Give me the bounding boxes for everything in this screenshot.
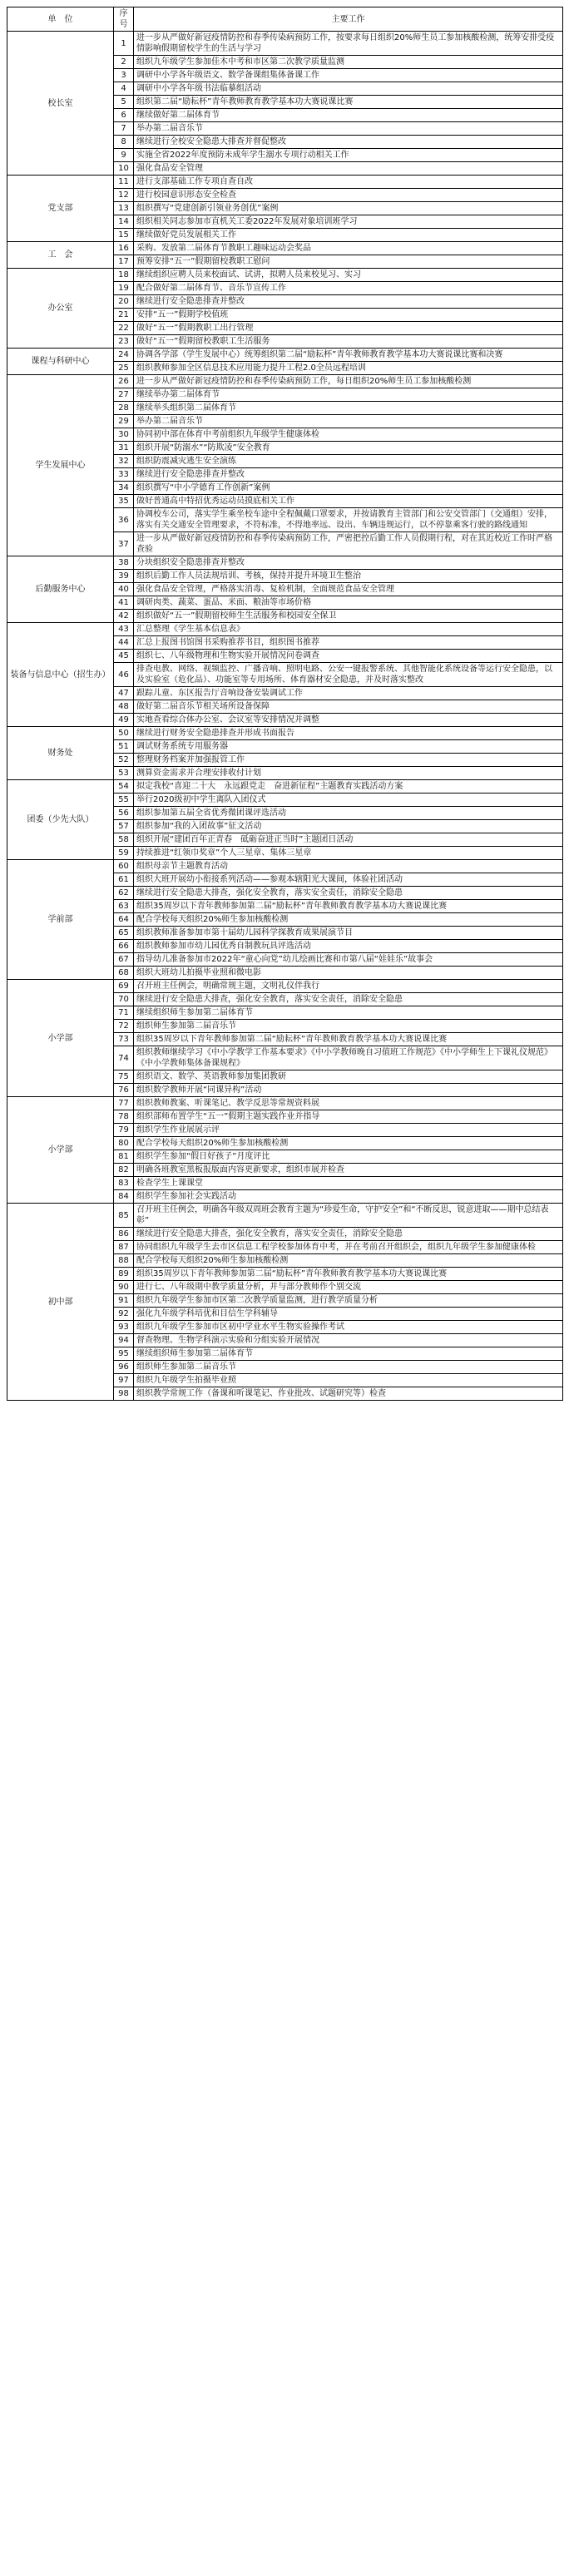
row-number: 61 — [114, 873, 134, 887]
row-number: 18 — [114, 269, 134, 282]
row-number: 47 — [114, 687, 134, 700]
task-description: 做好“五一”假期教职工出行管理 — [134, 322, 563, 335]
task-description: 分块组织安全隐患排查并整改 — [134, 556, 563, 570]
task-description: 检查学生上课课堂 — [134, 1177, 563, 1190]
task-description: 继续举办第二届体育节 — [134, 388, 563, 402]
department-cell: 党支部 — [7, 176, 114, 242]
task-description: 组织35周岁以下青年教师参加第二届“励耘杯”青年教师教育教学基本功大赛说课比赛 — [134, 900, 563, 913]
task-description: 做好普通高中特招优秀运动员摸底相关工作 — [134, 495, 563, 508]
row-number: 9 — [114, 149, 134, 162]
task-description: 组织教学常规工作（备课和听课笔记、作业批改、试题研究等）检查 — [134, 1387, 563, 1401]
row-number: 15 — [114, 229, 134, 242]
row-number: 50 — [114, 727, 134, 740]
table-row — [7, 176, 563, 189]
row-number: 83 — [114, 1177, 134, 1190]
row-number: 27 — [114, 388, 134, 402]
header-dept: 单 位 — [7, 7, 114, 32]
task-description: 举办第二届音乐节 — [134, 415, 563, 428]
task-description: 组织教师继续学习《中小学教学工作基本要求》《中小学教师晚自习值班工作规范》《中小学师生上下课礼仪规范》《中小学教师集体备课规程》 — [134, 1046, 563, 1070]
header-task: 主要工作 — [134, 7, 563, 32]
task-description: 排查电教、网络、视频监控、广播音响、照明电路、公安一键报警系统、其他智能化系统设备等运行安全隐患，以及实验室（危化品）、功能室等专用场所、体育器材安全隐患，并及时落实整改 — [134, 663, 563, 687]
row-number: 8 — [114, 136, 134, 149]
row-number: 48 — [114, 700, 134, 714]
task-description: 调研肉类、蔬菜、蛋品、米面、粮油等市场价格 — [134, 596, 563, 610]
row-number: 93 — [114, 1321, 134, 1334]
row-number: 22 — [114, 322, 134, 335]
row-number: 51 — [114, 740, 134, 754]
row-number: 98 — [114, 1387, 134, 1401]
row-number: 73 — [114, 1033, 134, 1046]
work-plan-table — [7, 7, 563, 1401]
row-number: 58 — [114, 833, 134, 847]
task-description: 召开班主任例会，明确各年级双周班会教育主题为“珍爱生命，守护安全”和“不断反思，锐意进取——期中总结表彰” — [134, 1204, 563, 1228]
task-description: 调研中小学各年级语文、数学备课组集体备课工作 — [134, 69, 563, 82]
row-number: 3 — [114, 69, 134, 82]
task-description: 明确各班教室黑板报版面内容更新要求，组织市展并检查 — [134, 1164, 563, 1177]
row-number: 36 — [114, 508, 134, 532]
table-row — [7, 269, 563, 282]
row-number: 79 — [114, 1124, 134, 1137]
task-description: 强化九年级学科培优和目信生学科辅导 — [134, 1308, 563, 1321]
row-number: 84 — [114, 1190, 134, 1204]
row-number: 52 — [114, 754, 134, 767]
row-number: 25 — [114, 362, 134, 375]
row-number: 97 — [114, 1374, 134, 1387]
row-number: 90 — [114, 1281, 134, 1294]
row-number: 75 — [114, 1070, 134, 1084]
task-description: 进一步从严做好新冠疫情防控和春季传染病预防工作，按要求每日组织20%师生员工参加核酸检测，统筹安排受疫情影响假期留校学生的生活与学习 — [134, 32, 563, 56]
row-number: 30 — [114, 428, 134, 442]
row-number: 62 — [114, 887, 134, 900]
row-number: 17 — [114, 255, 134, 269]
table-row — [7, 375, 563, 388]
task-description: 协调各学部（学生发展中心）统筹组织第二届“励耘杯”青年教师教育教学基本功大赛说课比赛和决赛 — [134, 349, 563, 362]
task-description: 组织35周岁以下青年教师参加第二届“励耘杯”青年教师教育教学基本功大赛说课比赛 — [134, 1268, 563, 1281]
task-description: 组织九年级学生参加市区初中学业水平生物实验操作考试 — [134, 1321, 563, 1334]
row-number: 16 — [114, 242, 134, 255]
row-number: 4 — [114, 82, 134, 96]
row-number: 32 — [114, 455, 134, 468]
task-description: 组织大班幼儿拍摄毕业照和微电影 — [134, 967, 563, 980]
task-description: 组织九年级学生参加佳木中考和市区第二次教学质量监测 — [134, 56, 563, 69]
task-description: 继续举头组织第二届体育节 — [134, 402, 563, 415]
task-description: 持续推进“红领巾奖章”个人三星章、集体三星章 — [134, 847, 563, 860]
task-description: 组织参加“我的入团故事”征文活动 — [134, 820, 563, 833]
row-number: 67 — [114, 953, 134, 967]
row-number: 55 — [114, 794, 134, 807]
row-number: 40 — [114, 583, 134, 596]
task-description: 组织后勤工作人员法规培训、考核，保持并提升环境卫生整治 — [134, 570, 563, 583]
task-description: 召开班主任例会，明确常规主题，文明礼仪伴我行 — [134, 980, 563, 993]
task-description: 组织师生参加第二届音乐节 — [134, 1361, 563, 1374]
row-number: 39 — [114, 570, 134, 583]
row-number: 56 — [114, 807, 134, 820]
task-description: 调研中小学各年级书法临摹组活动 — [134, 82, 563, 96]
task-description: 组织九年级学生参加市区第二次教学质量监测，进行教学质量分析 — [134, 1294, 563, 1308]
row-number: 13 — [114, 202, 134, 215]
table-row — [7, 860, 563, 873]
row-number: 66 — [114, 940, 134, 953]
table-row — [7, 556, 563, 570]
task-description: 继续进行安全隐患大排查，强化安全教育，落实安全责任，消除安全隐患 — [134, 1228, 563, 1241]
task-description: 组织学生作业展展示评 — [134, 1124, 563, 1137]
task-description: 组织学生参加社会实践活动 — [134, 1190, 563, 1204]
row-number: 71 — [114, 1006, 134, 1020]
work-plan-document — [7, 7, 562, 1401]
table-row — [7, 349, 563, 362]
row-number: 64 — [114, 913, 134, 927]
row-number: 80 — [114, 1137, 134, 1150]
task-description: 组织相关同志参加市直机关工委2022年发展对象培训班学习 — [134, 215, 563, 229]
table-row — [7, 727, 563, 740]
task-description: 组织第二届“励耘杯”青年教师教育教学基本功大赛说课比赛 — [134, 96, 563, 109]
row-number: 65 — [114, 927, 134, 940]
row-number: 44 — [114, 636, 134, 650]
task-description: 组织教师教案、听课笔记、教学反思等常规资料展 — [134, 1097, 563, 1110]
department-cell: 财务处 — [7, 727, 114, 780]
row-number: 24 — [114, 349, 134, 362]
row-number: 88 — [114, 1254, 134, 1268]
task-description: 组织防震减灾逃生安全演练 — [134, 455, 563, 468]
department-cell: 课程与科研中心 — [7, 349, 114, 375]
task-description: 汇总整理《学生基本信息表》 — [134, 623, 563, 636]
row-number: 53 — [114, 767, 134, 780]
task-description: 组织数学教师开展“同课异构”活动 — [134, 1084, 563, 1097]
task-description: 拟定我校“喜迎二十大 永远跟党走 奋进新征程”主题教育实践活动方案 — [134, 780, 563, 794]
task-description: 预筹安排“五一”假期留校教职工慰问 — [134, 255, 563, 269]
row-number: 42 — [114, 610, 134, 623]
row-number: 63 — [114, 900, 134, 913]
task-description: 组织撰写“中小学德育工作创新”案例 — [134, 482, 563, 495]
task-description: 配合做好第二届体育节、音乐节宣传工作 — [134, 282, 563, 295]
department-cell: 小学部 — [7, 1097, 114, 1204]
task-description: 组织九年级学生拍摄毕业照 — [134, 1374, 563, 1387]
task-description: 调试财务系统专用服务器 — [134, 740, 563, 754]
task-description: 整理财务档案并加强报管工作 — [134, 754, 563, 767]
row-number: 37 — [114, 532, 134, 556]
row-number: 81 — [114, 1150, 134, 1164]
department-cell: 学前部 — [7, 860, 114, 980]
department-cell: 学生发展中心 — [7, 375, 114, 556]
row-number: 2 — [114, 56, 134, 69]
row-number: 85 — [114, 1204, 134, 1228]
row-number: 76 — [114, 1084, 134, 1097]
task-description: 组织母亲节主题教育活动 — [134, 860, 563, 873]
task-description: 安排“五一”假期学校值班 — [134, 309, 563, 322]
row-number: 95 — [114, 1347, 134, 1361]
row-number: 60 — [114, 860, 134, 873]
task-description: 进一步从严做好新冠疫情防控和春季传染病预防工作，每日组织20%师生员工参加核酸检测 — [134, 375, 563, 388]
task-description: 继续做好党员发展相关工作 — [134, 229, 563, 242]
task-description: 继续进行安全隐患排查并整改 — [134, 468, 563, 482]
row-number: 14 — [114, 215, 134, 229]
task-description: 继续组织应聘人员来校面试、试讲，拟聘人员来校见习、实习 — [134, 269, 563, 282]
row-number: 74 — [114, 1046, 134, 1070]
task-description: 继续进行全校安全隐患大排查并督促整改 — [134, 136, 563, 149]
task-description: 组织撰写“党建创新引领业务创优”案例 — [134, 202, 563, 215]
task-description: 采购、发放第二届体育节教职工趣味运动会奖品 — [134, 242, 563, 255]
task-description: 测算资金需求并合理安排收付计划 — [134, 767, 563, 780]
row-number: 91 — [114, 1294, 134, 1308]
row-number: 26 — [114, 375, 134, 388]
department-cell: 初中部 — [7, 1204, 114, 1401]
task-description: 组织学生参加“假日好孩子”月度评比 — [134, 1150, 563, 1164]
row-number: 43 — [114, 623, 134, 636]
task-description: 协调校车公司，落实学生乘坐校车途中全程佩戴口罩要求，并按请教育主管部门和公安交管部门（交通组）安排，落实有关交通安全管理要求，不符标准，不得地率远、设出、车辆违规运行，以不停靠乘客行驶的路线通知 — [134, 508, 563, 532]
task-description: 做好第二届音乐节相关场所设备保障 — [134, 700, 563, 714]
task-description: 督查物理、生物学科演示实验和分组实验开展情况 — [134, 1334, 563, 1347]
table-row — [7, 242, 563, 255]
row-number: 46 — [114, 663, 134, 687]
row-number: 11 — [114, 176, 134, 189]
task-description: 继续进行财务安全隐患排查并形成书面报告 — [134, 727, 563, 740]
task-description: 继续组织师生参加第二届体育节 — [134, 1006, 563, 1020]
task-description: 组织参加第五届全省优秀微团课评选活动 — [134, 807, 563, 820]
task-description: 组织做好“五一”假期留校师生生活服务和校园安全保卫 — [134, 610, 563, 623]
row-number: 12 — [114, 189, 134, 202]
task-description: 组织部师布置学生“五一”假期主题实践作业并指导 — [134, 1110, 563, 1124]
row-number: 70 — [114, 993, 134, 1006]
department-cell: 装备与信息中心（招生办） — [7, 623, 114, 727]
task-description: 协同初中部在体育中考前组织九年级学生健康体检 — [134, 428, 563, 442]
row-number: 31 — [114, 442, 134, 455]
department-cell: 小学部 — [7, 980, 114, 1097]
row-number: 72 — [114, 1020, 134, 1033]
row-number: 86 — [114, 1228, 134, 1241]
table-row — [7, 32, 563, 56]
row-number: 87 — [114, 1241, 134, 1254]
department-cell: 办公室 — [7, 269, 114, 349]
task-description: 组织35周岁以下青年教师参加第二届“励耘杯”青年教师教育教学基本功大赛说课比赛 — [134, 1033, 563, 1046]
row-number: 1 — [114, 32, 134, 56]
row-number: 77 — [114, 1097, 134, 1110]
row-number: 28 — [114, 402, 134, 415]
task-description: 强化食品安全管理，严格落实消毒、复检机制，全面规范食品安全管理 — [134, 583, 563, 596]
row-number: 45 — [114, 650, 134, 663]
task-description: 举办第二届音乐节 — [134, 122, 563, 136]
task-description: 进行校园意识形态安全检查 — [134, 189, 563, 202]
task-description: 组织师生参加第二届音乐节 — [134, 1020, 563, 1033]
task-description: 汇总上报图书馆图书采购推荐书目，组织图书推荐 — [134, 636, 563, 650]
task-description: 组织教师参加市幼儿园优秀自制教玩具评选活动 — [134, 940, 563, 953]
row-number: 92 — [114, 1308, 134, 1321]
task-description: 组织教师准备参加市第十届幼儿园科学探教育成果展演节目 — [134, 927, 563, 940]
row-number: 89 — [114, 1268, 134, 1281]
table-row — [7, 1204, 563, 1228]
task-description: 做好“五一”假期留校教职工生活服务 — [134, 335, 563, 349]
row-number: 20 — [114, 295, 134, 309]
task-description: 配合学校每天组织20%师生参加核酸检测 — [134, 913, 563, 927]
table-row — [7, 1097, 563, 1110]
task-description: 组织七、八年级物理和生物实验开展情况问卷调查 — [134, 650, 563, 663]
row-number: 10 — [114, 162, 134, 176]
table-row — [7, 980, 563, 993]
row-number: 38 — [114, 556, 134, 570]
row-number: 78 — [114, 1110, 134, 1124]
row-number: 94 — [114, 1334, 134, 1347]
task-description: 组织语文、数学、英语教师参加集团教研 — [134, 1070, 563, 1084]
row-number: 35 — [114, 495, 134, 508]
row-number: 82 — [114, 1164, 134, 1177]
task-description: 组织开展“防溺水”“防欺凌”安全教育 — [134, 442, 563, 455]
row-number: 29 — [114, 415, 134, 428]
task-description: 强化食品安全管理 — [134, 162, 563, 176]
task-description: 协同组织九年级学生去市区信息工程学校参加体育中考，并在考前召开组织会，组织九年级学生参加健康体检 — [134, 1241, 563, 1254]
task-description: 进行支部基础工作专项自查自改 — [134, 176, 563, 189]
department-cell: 后勤服务中心 — [7, 556, 114, 623]
department-cell: 工 会 — [7, 242, 114, 269]
task-description: 进一步从严做好新冠疫情防控和春季传染病预防工作，严密把控后勤工作人员假期行程，对在其近校近工作时严格查验 — [134, 532, 563, 556]
row-number: 59 — [114, 847, 134, 860]
task-description: 实施全省2022年度预防未成年学生溺水专项行动相关工作 — [134, 149, 563, 162]
task-description: 继续做好第二届体育节 — [134, 109, 563, 122]
task-description: 继续进行安全隐患排查并整改 — [134, 295, 563, 309]
task-description: 进行七、八年级期中教学质量分析，并与部分教师作个别交流 — [134, 1281, 563, 1294]
row-number: 69 — [114, 980, 134, 993]
task-description: 配合学校每天组织20%师生参加核酸检测 — [134, 1254, 563, 1268]
header-row — [7, 7, 563, 32]
task-description: 继续组织师生参加第二届体育节 — [134, 1347, 563, 1361]
task-description: 组织大班开展幼小衔接系列活动——参观本辖阳光大课间，体验社团活动 — [134, 873, 563, 887]
task-description: 举行2020级初中学生离队入团仪式 — [134, 794, 563, 807]
department-cell: 校长室 — [7, 32, 114, 176]
task-description: 继续进行安全隐患大排查，强化安全教育，落实安全责任，消除安全隐患 — [134, 887, 563, 900]
row-number: 7 — [114, 122, 134, 136]
task-description: 跟踪儿童、东区报告厅音响设备安装调试工作 — [134, 687, 563, 700]
task-description: 继续进行安全隐患大排查，强化安全教育，落实安全责任，消除安全隐患 — [134, 993, 563, 1006]
department-cell: 团委（少先大队） — [7, 780, 114, 860]
row-number: 57 — [114, 820, 134, 833]
task-description: 组织开展“建团百年正青春 砥砺奋进正当时”主题团日活动 — [134, 833, 563, 847]
table-body — [7, 32, 563, 1401]
row-number: 21 — [114, 309, 134, 322]
row-number: 19 — [114, 282, 134, 295]
row-number: 34 — [114, 482, 134, 495]
header-number: 序号 — [114, 7, 134, 32]
row-number: 6 — [114, 109, 134, 122]
task-description: 实地查看综合体办公室、会议室等安排情况并调整 — [134, 714, 563, 727]
row-number: 49 — [114, 714, 134, 727]
row-number: 54 — [114, 780, 134, 794]
row-number: 96 — [114, 1361, 134, 1374]
task-description: 指导幼儿准备参加市2022年“童心向党”幼儿绘画比赛和市第八届“娃娃乐”故事会 — [134, 953, 563, 967]
table-row — [7, 623, 563, 636]
task-description: 组织教师参加全区信息技术应用能力提升工程2.0全员远程培训 — [134, 362, 563, 375]
row-number: 23 — [114, 335, 134, 349]
task-description: 配合学校每天组织20%师生参加核酸检测 — [134, 1137, 563, 1150]
row-number: 68 — [114, 967, 134, 980]
row-number: 33 — [114, 468, 134, 482]
table-row — [7, 780, 563, 794]
row-number: 41 — [114, 596, 134, 610]
row-number: 5 — [114, 96, 134, 109]
